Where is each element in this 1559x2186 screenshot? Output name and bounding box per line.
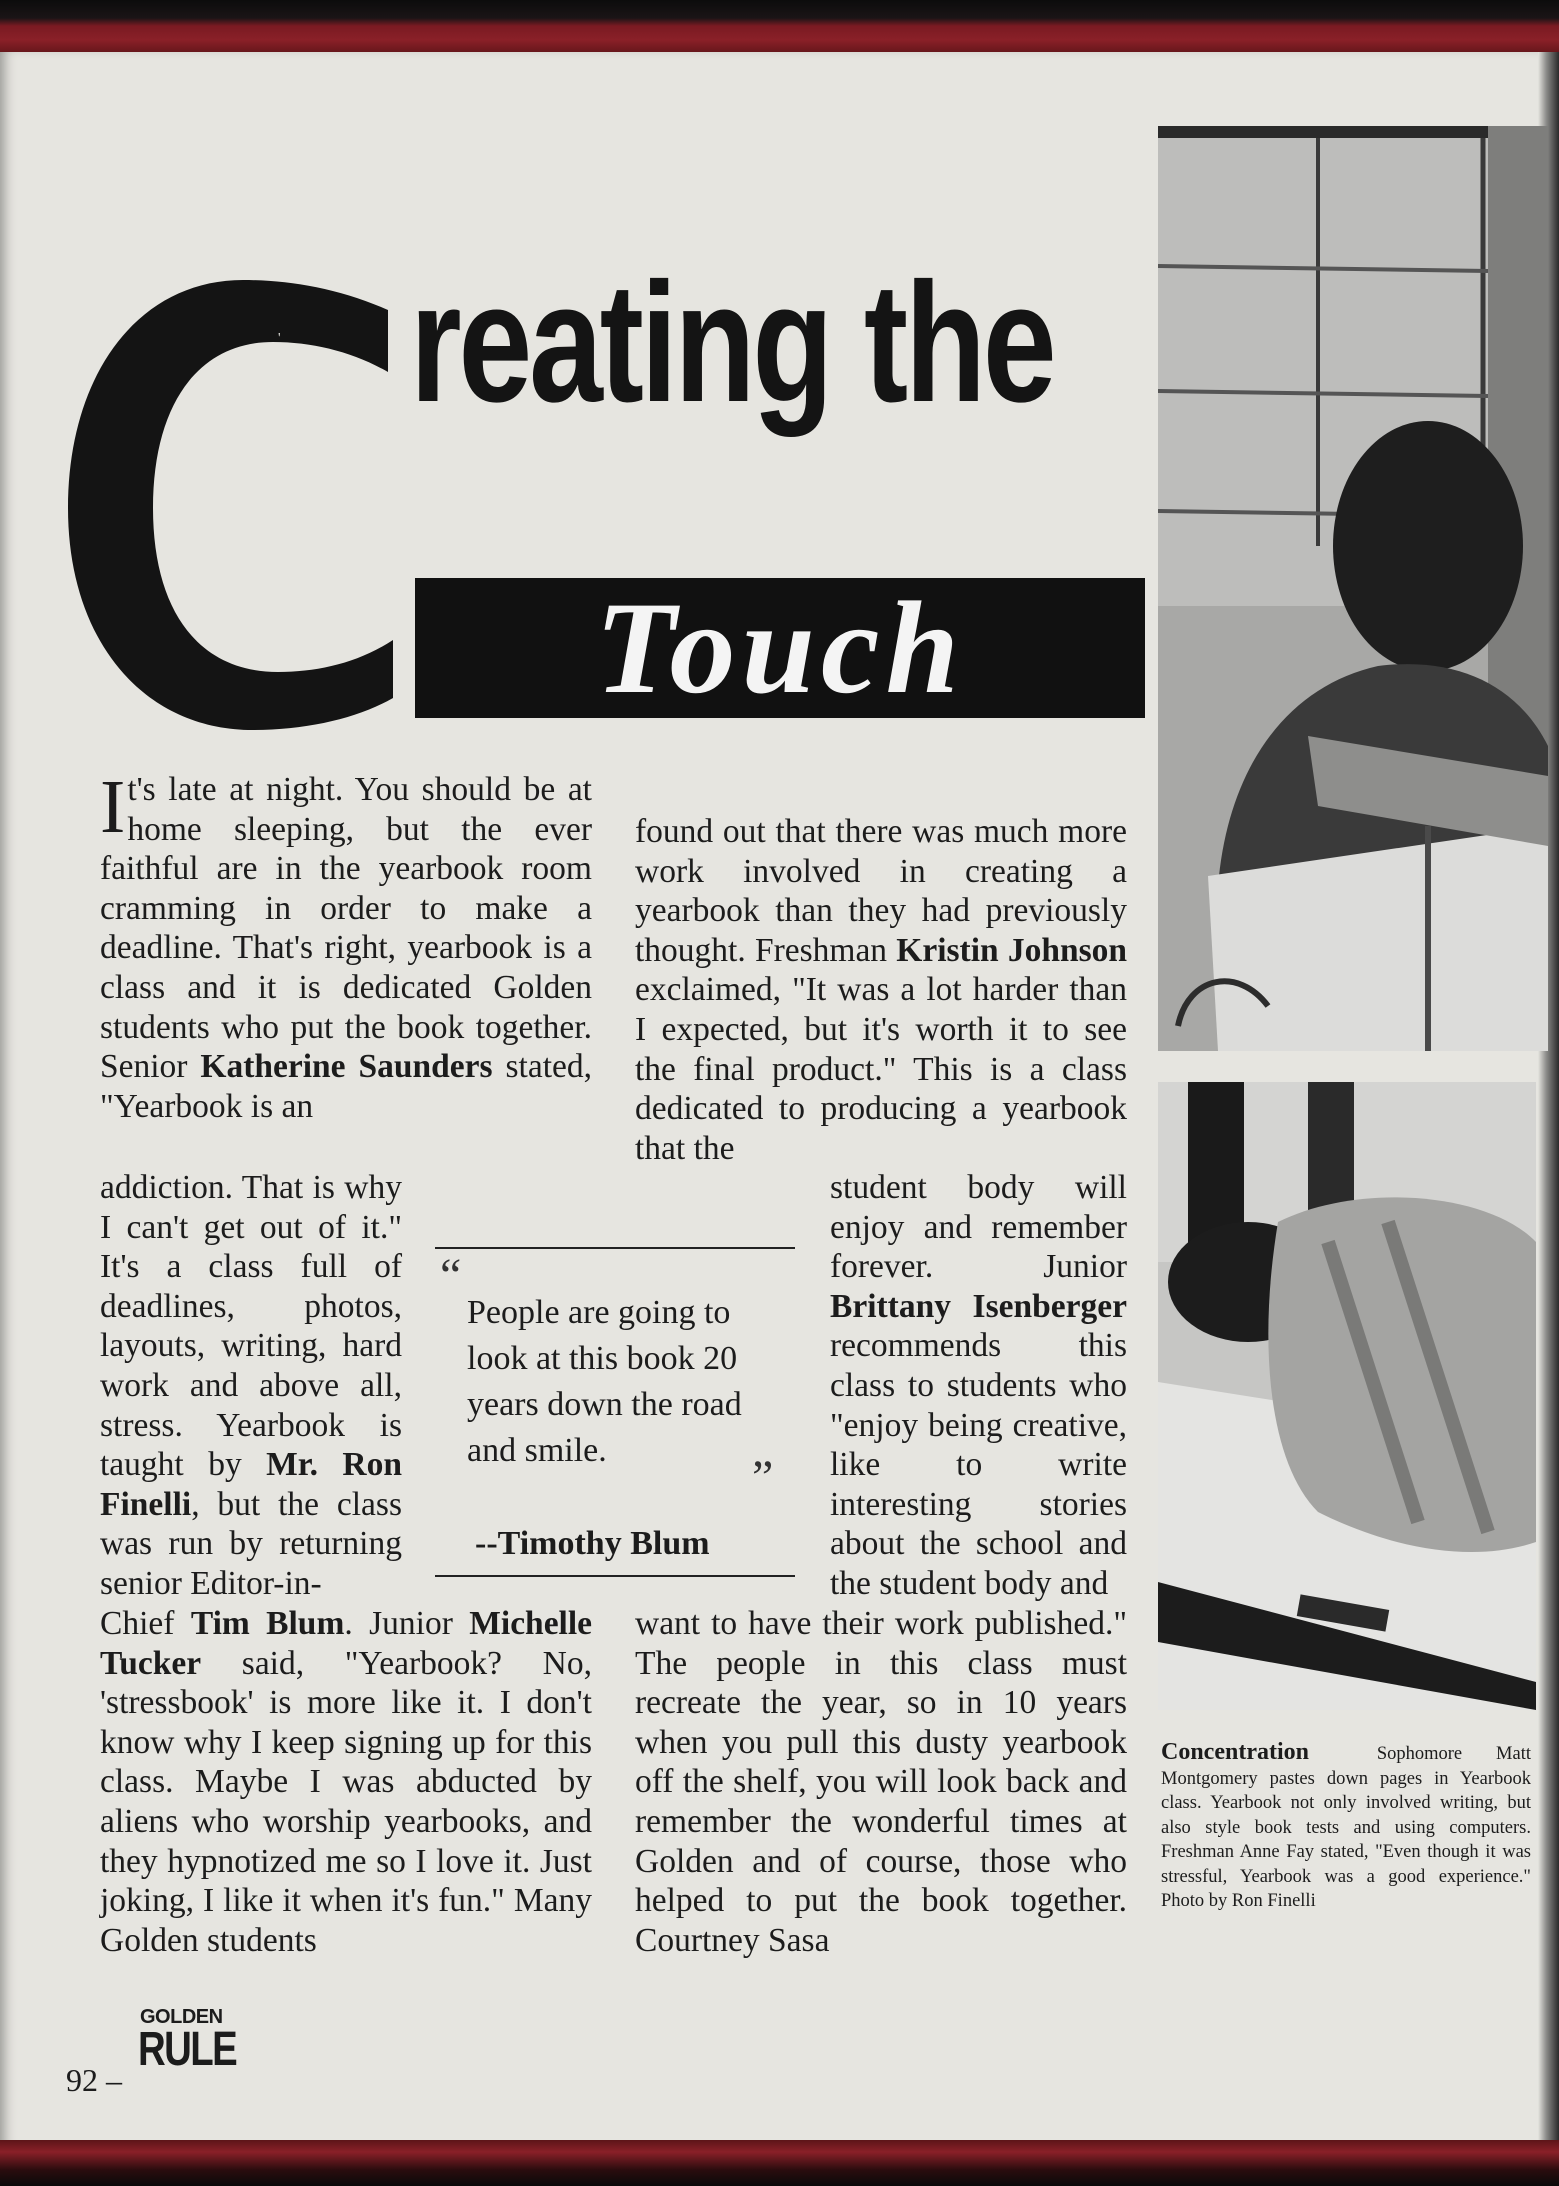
pull-quote-rule-top — [435, 1247, 795, 1249]
article-text: addiction. That is why I can't get out of it." It's a class full of deadlines, photos, layouts, writing, hard work and above all, stress. Yearbook is taught by — [100, 1169, 402, 1484]
article-text: want to have their work published." The people in this class must recreate the year, so in 10 years when you pull this dusty yearbook off the shelf, you will look back and remember the wonderful times at Golden and of course, those who helped to put the book together. Courtney Sasa — [635, 1605, 1127, 1959]
title-line-1: reating the — [410, 248, 1054, 438]
article-col1-narrow — [100, 1168, 402, 1604]
article-name: Mr. Ron Finelli — [100, 1446, 402, 1523]
logo-rule: RULE — [138, 2023, 237, 2076]
article-col2-top — [635, 812, 1127, 1168]
open-quote-mark: “ — [440, 1249, 462, 1302]
page-number: 92 – — [66, 2062, 122, 2098]
article-col1-top — [100, 765, 592, 1126]
photo-student-pasting — [1158, 1082, 1536, 1710]
article-text: found out that there was much more work involved in creating a yearbook than they had previously thought. Freshman — [635, 813, 1127, 969]
photo-student-at-desk — [1158, 126, 1548, 1051]
title-initial-c — [68, 280, 398, 730]
c-speck: ' — [278, 331, 281, 346]
article-name: Katherine Saunders — [200, 1048, 493, 1086]
pull-quote-rule-bottom — [435, 1575, 795, 1577]
article-text: Chief — [100, 1605, 175, 1642]
article-col2-bottom — [635, 1604, 1127, 1960]
article-name: Brittany Isenberger — [830, 1287, 1127, 1325]
photo-student-at-desk-image — [1158, 126, 1548, 1051]
pull-quote-author: --Timothy Blum — [475, 1525, 710, 1562]
article-col2-narrow — [830, 1168, 1127, 1604]
article-name: Tim Blum — [190, 1605, 345, 1642]
article-text: , but the class was run by returning senior Editor-in- — [100, 1485, 402, 1602]
article-text: exclaimed, "It was a lot harder than I expected, but it's worth it to see the final product." This is a class dedicated to producing a yearbook that the — [635, 971, 1127, 1167]
close-quote-mark: ” — [752, 1451, 774, 1504]
caption-text: Sophomore Matt Montgomery pastes down pages in Yearbook class. Yearbook not only involved writing, but also style book tests and using computers. Freshman Anne Fay stated, "Even though it was stressful, Yearbook was a good experience." Photo by Ron Finelli — [1161, 1744, 1531, 1911]
article-name: Kristin Johnson — [896, 931, 1128, 969]
article-text: said, "Yearbook? No, 'stressbook' is more like it. I don't know why I keep signing up for this class. Maybe I was abducted by aliens who worship yearbooks, and they hypnotized me so I love it. Just joking, I like it when it's fun." Many Golden students — [100, 1644, 592, 1959]
article-text: stated, "Yearbook is an — [100, 1048, 592, 1125]
bottom-background-edge — [0, 2140, 1559, 2186]
logo-golden: GOLDEN — [140, 2006, 223, 2028]
title-touch-box — [415, 574, 1145, 721]
top-background-edge — [0, 0, 1559, 56]
article-text: recommends this class to students who "enjoy being creative, like to write interesting stories about the school and the student body and — [830, 1327, 1127, 1602]
photo-student-pasting-image — [1158, 1082, 1536, 1710]
title-line-2: Touch — [595, 574, 965, 721]
drop-cap: I — [100, 765, 126, 849]
caption-heading: Concentration — [1161, 1739, 1309, 1765]
photo-caption — [1161, 1740, 1531, 1914]
article-col1-bottom — [100, 1604, 592, 1960]
article-name: Michelle Tucker — [100, 1605, 593, 1682]
article-text: student body will enjoy and remember forever. Junior — [830, 1169, 1127, 1286]
pull-quote-text: People are going to look at this book 20 years down the road and smile. — [467, 1294, 742, 1469]
article-text: . Junior — [344, 1605, 453, 1642]
article-text: t's late at night. You should be at home sleeping, but the ever faithful are in the yearbook room cramming in order to make a deadline. That's right, yearbook is a class and it is dedicated Golden students who put the book together. Senior — [100, 771, 592, 1086]
